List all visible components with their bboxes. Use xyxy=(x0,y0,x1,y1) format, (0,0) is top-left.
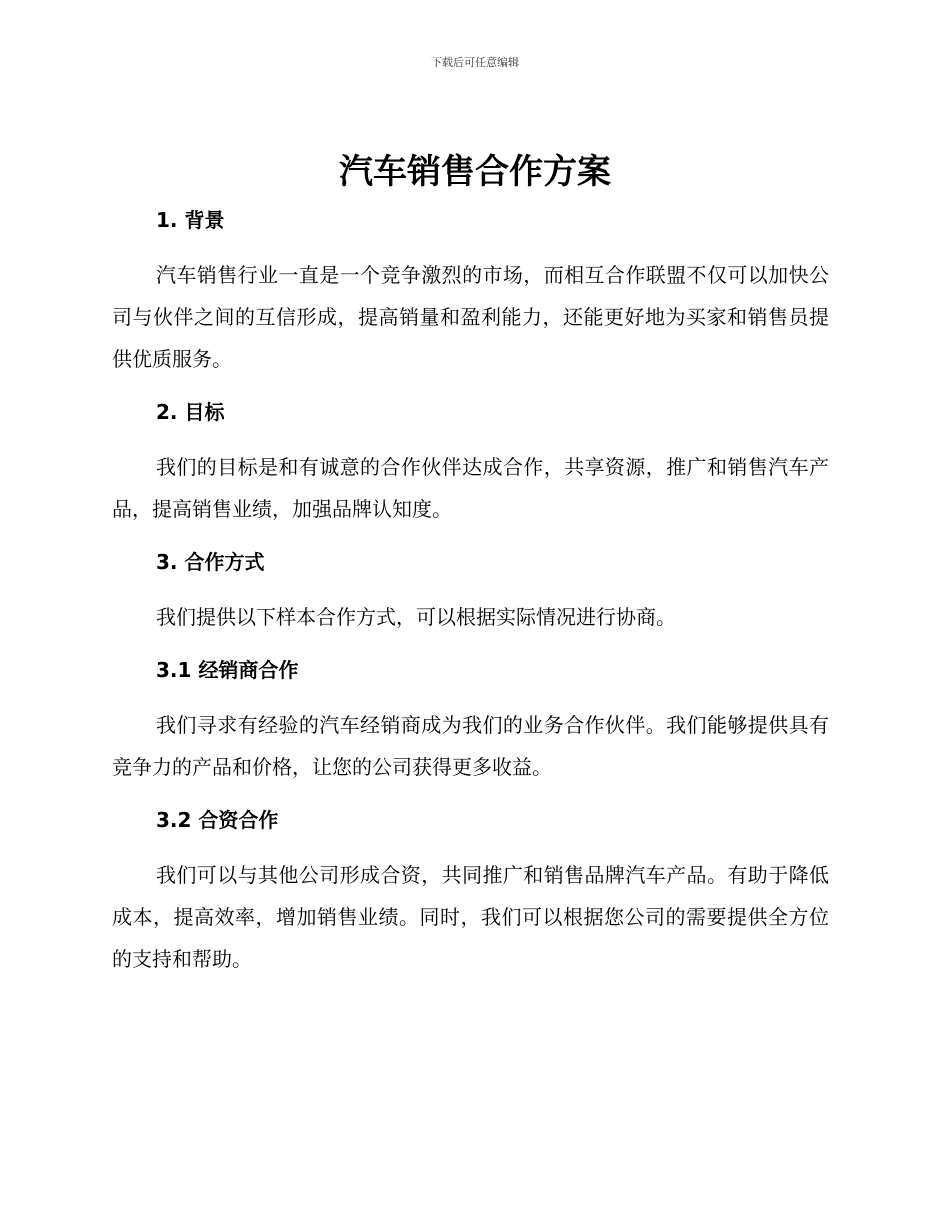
section-heading: 3.1 经销商合作 xyxy=(156,658,299,682)
document-title: 汽车销售合作方案 xyxy=(339,152,611,192)
section-paragraph: 汽车销售行业一直是一个竞争激烈的市场，而相互合作联盟不仅可以加快公司与伙伴之间的互信形成，提高销量和盈利能力，还能更好地为买家和销售员提供优质服务。 xyxy=(112,263,829,371)
section-goal xyxy=(112,396,829,546)
section-joint-venture xyxy=(112,804,829,980)
section-heading: 3. 合作方式 xyxy=(156,550,265,574)
section-background xyxy=(112,204,829,396)
section-paragraph: 我们提供以下样本合作方式，可以根据实际情况进行协商。 xyxy=(156,605,676,629)
header-note: 下载后可任意编辑 xyxy=(431,56,519,69)
section-heading: 3.2 合资合作 xyxy=(156,808,279,832)
section-heading: 1. 背景 xyxy=(156,208,225,232)
section-heading: 2. 目标 xyxy=(156,400,225,424)
section-paragraph: 我们可以与其他公司形成合资，共同推广和销售品牌汽车产品。有助于降低成本，提高效率，增加销售业绩。同时，我们可以根据您公司的需要提供全方位的支持和帮助。 xyxy=(112,863,829,971)
document-body xyxy=(112,204,829,980)
section-paragraph: 我们的目标是和有诚意的合作伙伴达成合作，共享资源，推广和销售汽车产品，提高销售业绩，加强品牌认知度。 xyxy=(112,455,829,521)
section-paragraph: 我们寻求有经验的汽车经销商成为我们的业务合作伙伴。我们能够提供具有竞争力的产品和价格，让您的公司获得更多收益。 xyxy=(112,713,829,779)
section-dealer-cooperation xyxy=(112,654,829,804)
section-cooperation-modes xyxy=(112,546,829,654)
